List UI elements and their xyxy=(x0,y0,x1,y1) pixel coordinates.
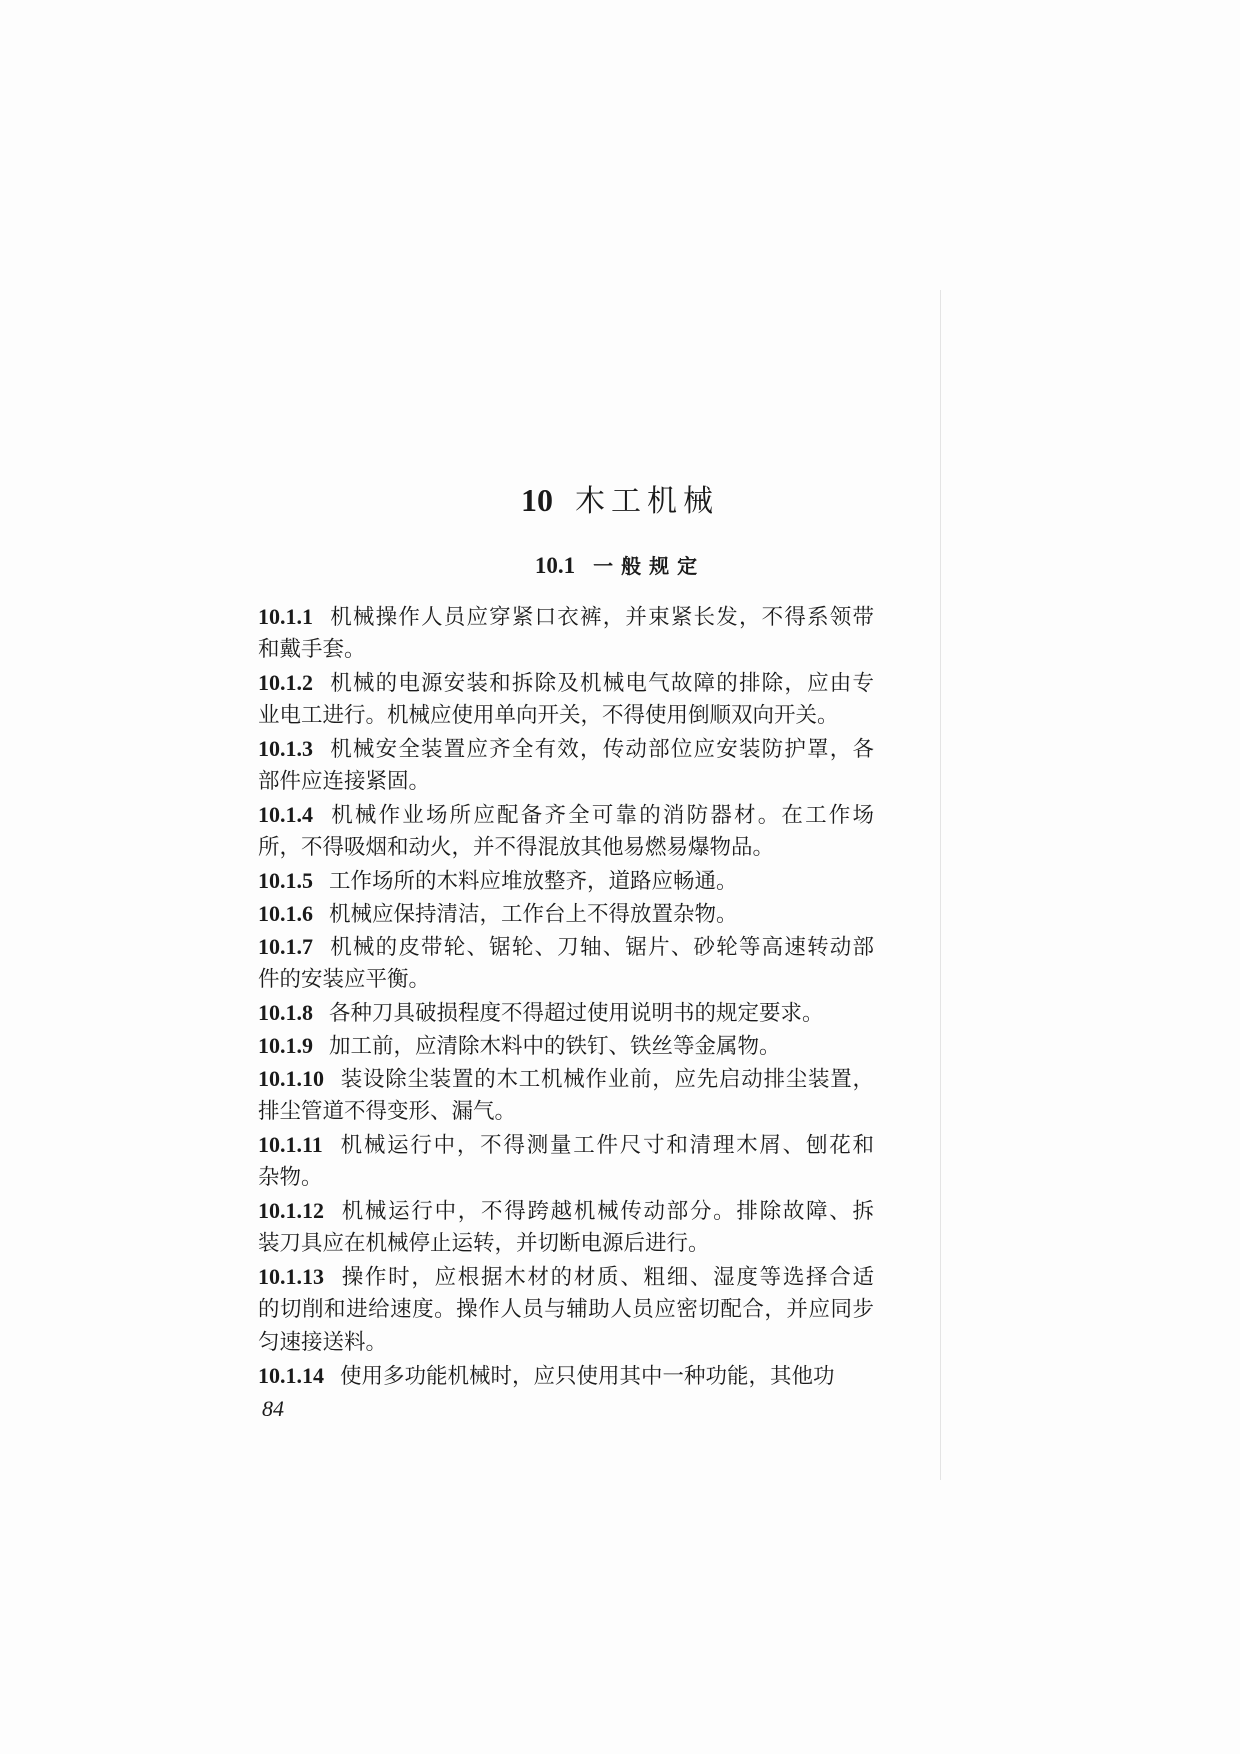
clause-line xyxy=(258,1029,874,1062)
clause-line xyxy=(258,699,874,732)
clause-text: 的切削和进给速度。操作人员与辅助人员应密切配合，并应同步 xyxy=(258,1297,874,1322)
clause-number: 10.1.6 xyxy=(258,901,313,926)
clause-line xyxy=(258,930,874,963)
section-heading xyxy=(0,550,1240,579)
clause xyxy=(258,864,874,897)
clause-number: 10.1.3 xyxy=(258,736,313,761)
clause-text: 机械运行中，不得跨越机械传动部分。排除故障、拆 xyxy=(340,1199,874,1224)
clause-text: 匀速接送料。 xyxy=(258,1330,388,1355)
chapter-title-text: 木工机械 xyxy=(575,484,719,519)
clause-line xyxy=(258,1359,874,1392)
clause-line xyxy=(258,1326,874,1359)
clause xyxy=(258,1062,874,1128)
clause-line xyxy=(258,732,874,765)
clause-line xyxy=(258,996,874,1029)
clause-text: 排尘管道不得变形、漏气。 xyxy=(258,1099,517,1124)
page-number: 84 xyxy=(262,1396,284,1421)
clause-text: 机械运行中，不得测量工件尺寸和清理木屑、刨花和 xyxy=(338,1133,874,1158)
clause xyxy=(258,1359,874,1392)
clause xyxy=(258,930,874,996)
chapter-number: 10 xyxy=(521,482,553,518)
clause xyxy=(258,1128,874,1194)
clause-text: 和戴手套。 xyxy=(258,637,366,662)
clause xyxy=(258,1260,874,1359)
page-edge-shadow xyxy=(940,290,941,1480)
clause-line xyxy=(258,666,874,699)
clause-text: 使用多功能机械时，应只使用其中一种功能，其他功 xyxy=(340,1364,835,1389)
clause-text: 装设除尘装置的木工机械作业前，应先启动排尘装置， xyxy=(340,1067,874,1092)
clause-text: 部件应连接紧固。 xyxy=(258,769,431,794)
clause-line xyxy=(258,1161,874,1194)
clause-text: 加工前，应清除木料中的铁钉、铁丝等金属物。 xyxy=(329,1034,781,1059)
clause-text: 机械安全装置应齐全有效，传动部位应安装防护罩，各 xyxy=(329,737,874,762)
section-number: 10.1 xyxy=(534,553,576,578)
clause-text: 机械作业场所应配备齐全可靠的消防器材。在工作场 xyxy=(329,803,874,828)
clause xyxy=(258,897,874,930)
clause-text: 杂物。 xyxy=(258,1165,323,1190)
clause-line xyxy=(258,765,874,798)
clause-line xyxy=(258,1128,874,1161)
clause-number: 10.1.1 xyxy=(258,604,313,629)
clause-list xyxy=(258,600,874,1392)
clause xyxy=(258,600,874,666)
clause-line xyxy=(258,831,874,864)
chapter-title xyxy=(0,476,1240,520)
clause-text: 各种刀具破损程度不得超过使用说明书的规定要求。 xyxy=(329,1001,824,1026)
clause-number: 10.1.11 xyxy=(258,1132,323,1157)
section-title-text: 一般规定 xyxy=(593,554,706,578)
clause-line xyxy=(258,1062,874,1095)
clause-line xyxy=(258,1293,874,1326)
clause-line xyxy=(258,1095,874,1128)
clause-text: 工作场所的木料应堆放整齐，道路应畅通。 xyxy=(329,869,738,894)
clause xyxy=(258,1029,874,1062)
clause-text: 业电工进行。机械应使用单向开关，不得使用倒顺双向开关。 xyxy=(258,703,839,728)
clause-line xyxy=(258,1260,874,1293)
clause-number: 10.1.2 xyxy=(258,670,313,695)
clause-number: 10.1.5 xyxy=(258,868,313,893)
clause-line xyxy=(258,864,874,897)
clause-line xyxy=(258,1194,874,1227)
clause-line xyxy=(258,600,874,633)
clause-line xyxy=(258,798,874,831)
clause-text: 操作时，应根据木材的材质、粗细、湿度等选择合适 xyxy=(340,1265,874,1290)
clause-line xyxy=(258,1227,874,1260)
clause-number: 10.1.13 xyxy=(258,1264,324,1289)
clause xyxy=(258,996,874,1029)
clause-text: 机械的皮带轮、锯轮、刀轴、锯片、砂轮等高速转动部 xyxy=(329,935,874,960)
clause-line xyxy=(258,633,874,666)
clause-number: 10.1.8 xyxy=(258,1000,313,1025)
clause-text: 所，不得吸烟和动火，并不得混放其他易燃易爆物品。 xyxy=(258,835,775,860)
clause-number: 10.1.9 xyxy=(258,1033,313,1058)
clause xyxy=(258,666,874,732)
clause-text: 件的安装应平衡。 xyxy=(258,967,431,992)
clause xyxy=(258,732,874,798)
clause-number: 10.1.14 xyxy=(258,1363,324,1388)
clause-number: 10.1.10 xyxy=(258,1066,324,1091)
clause-line xyxy=(258,897,874,930)
clause-number: 10.1.12 xyxy=(258,1198,324,1223)
clause-text: 装刀具应在机械停止运转，并切断电源后进行。 xyxy=(258,1231,710,1256)
clause-text: 机械应保持清洁，工作台上不得放置杂物。 xyxy=(329,902,738,927)
clause-number: 10.1.7 xyxy=(258,934,313,959)
clause xyxy=(258,798,874,864)
clause-line xyxy=(258,963,874,996)
clause-text: 机械的电源安装和拆除及机械电气故障的排除，应由专 xyxy=(329,671,874,696)
clause xyxy=(258,1194,874,1260)
clause-number: 10.1.4 xyxy=(258,802,313,827)
clause-text: 机械操作人员应穿紧口衣裤，并束紧长发，不得系领带 xyxy=(329,605,874,630)
